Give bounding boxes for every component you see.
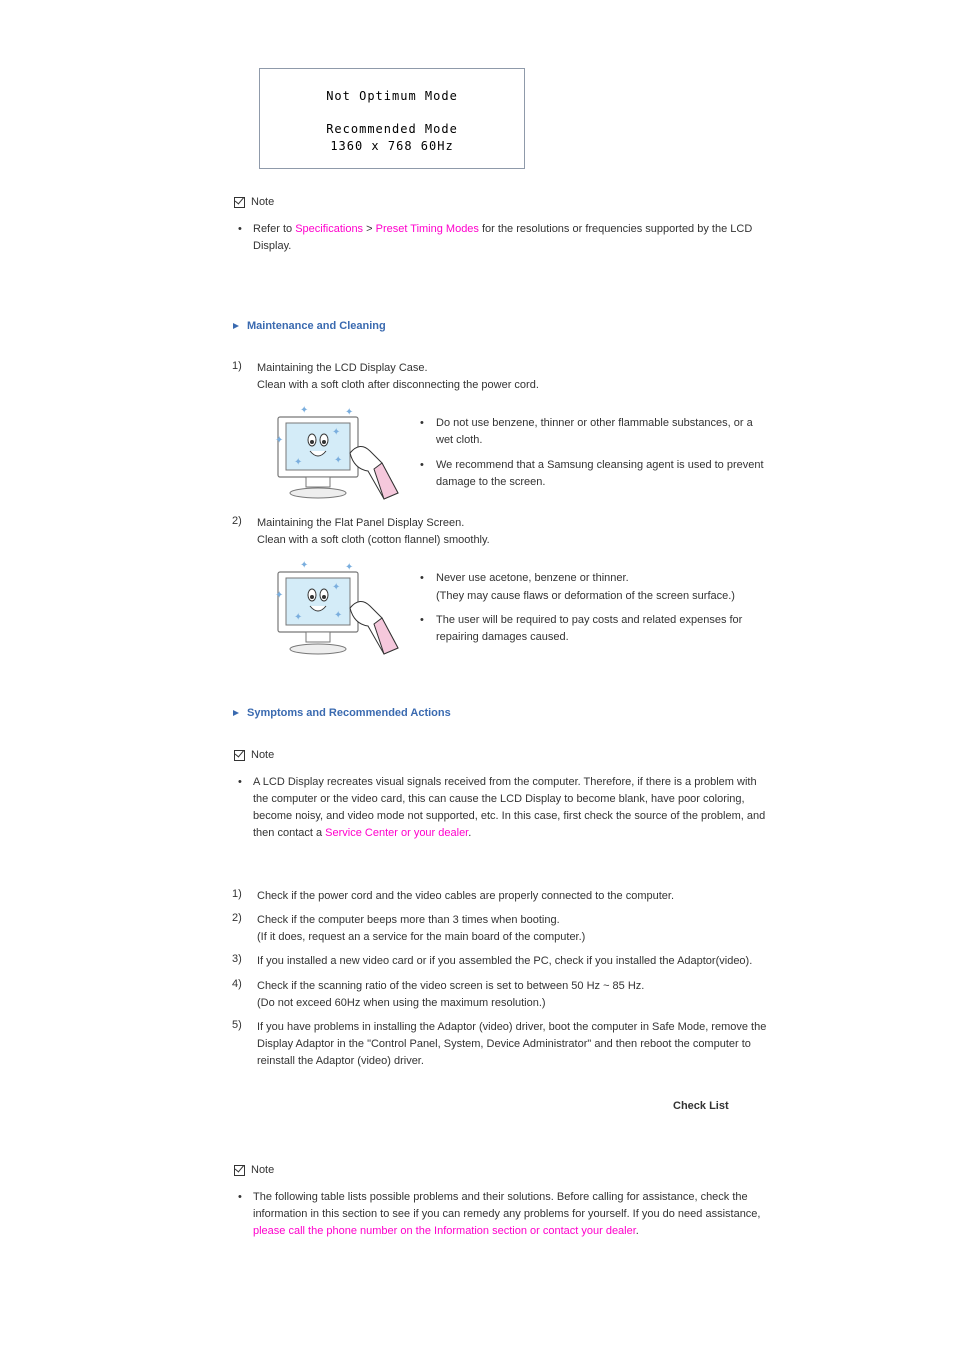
link-specifications[interactable]: Specifications — [295, 223, 364, 235]
note-checkbox-icon — [234, 750, 245, 761]
svg-text:✦: ✦ — [300, 405, 309, 416]
link-preset-timing-modes[interactable]: Preset Timing Modes — [375, 223, 479, 235]
svg-text:✦: ✦ — [300, 560, 309, 571]
maintenance-item-1: 1) Maintaining the LCD Display Case. Clean with a soft cloth after disconnecting the power cord. — [232, 360, 539, 391]
svg-text:✦: ✦ — [294, 612, 303, 623]
note-checkbox-icon — [234, 1165, 245, 1176]
note-label-2: Note — [234, 749, 294, 763]
maintenance-item-2: 2) Maintaining the Flat Panel Display Screen. Clean with a soft cloth (cotton flannel) smoothly. — [232, 515, 490, 546]
monitor-cleaning-illustration-2 — [270, 560, 405, 657]
symptoms-heading: Symptoms and Recommended Actions — [233, 707, 583, 721]
step-2: 2) Check if the computer beeps more than 3 times when booting. (If it does, request an a service for the main board of the computer.) — [232, 912, 586, 943]
section-arrow-icon — [233, 710, 239, 716]
step-4: 4) Check if the scanning ratio of the video screen is set to between 50 Hz ~ 85 Hz. (Do not exceed 60Hz when using the maximum resolution.) — [232, 978, 645, 1009]
maintenance-heading: Maintenance and Cleaning — [233, 320, 533, 334]
link-call-phone-number[interactable]: please call the phone number on the Information section or contact your dealer — [253, 1225, 636, 1237]
osd-line-resolution: 1360 x 768 60Hz — [330, 139, 454, 153]
svg-text:✦: ✦ — [294, 457, 303, 468]
svg-text:✦: ✦ — [334, 610, 343, 621]
osd-line-recommended: Recommended Mode — [326, 122, 458, 136]
step-3: 3) If you installed a new video card or if you assembled the PC, check if you installed the Adaptor(video). — [232, 953, 753, 967]
section-arrow-icon — [233, 323, 239, 329]
note-label-3: Note — [234, 1164, 294, 1178]
step-1: 1) Check if the power cord and the video cables are properly connected to the computer. — [232, 888, 675, 902]
note-label-1: Note — [234, 196, 294, 210]
svg-text:✦: ✦ — [345, 407, 354, 418]
svg-text:✦: ✦ — [345, 562, 354, 573]
osd-line-not-optimum: Not Optimum Mode — [326, 89, 458, 103]
svg-text:✦: ✦ — [332, 427, 341, 438]
osd-message-box — [259, 68, 525, 169]
svg-text:✦: ✦ — [332, 582, 341, 593]
monitor-cleaning-illustration-1 — [270, 405, 405, 500]
step-5: 5) If you have problems in installing the Adaptor (video) driver, boot the computer in Safe Mode, remove the Display Adaptor in the "Control Panel, System, Device Administrator" and then reboot the computer to reinstall the Adaptor (video) driver. — [232, 1019, 767, 1067]
check-list-title: Check List — [673, 1100, 729, 1112]
svg-text:✦: ✦ — [275, 435, 284, 446]
note-checkbox-icon — [234, 197, 245, 208]
bullet-icon: • — [238, 223, 242, 235]
svg-text:✦: ✦ — [275, 590, 284, 601]
svg-text:✦: ✦ — [334, 455, 343, 466]
link-service-center[interactable]: Service Center or your dealer — [325, 827, 469, 839]
